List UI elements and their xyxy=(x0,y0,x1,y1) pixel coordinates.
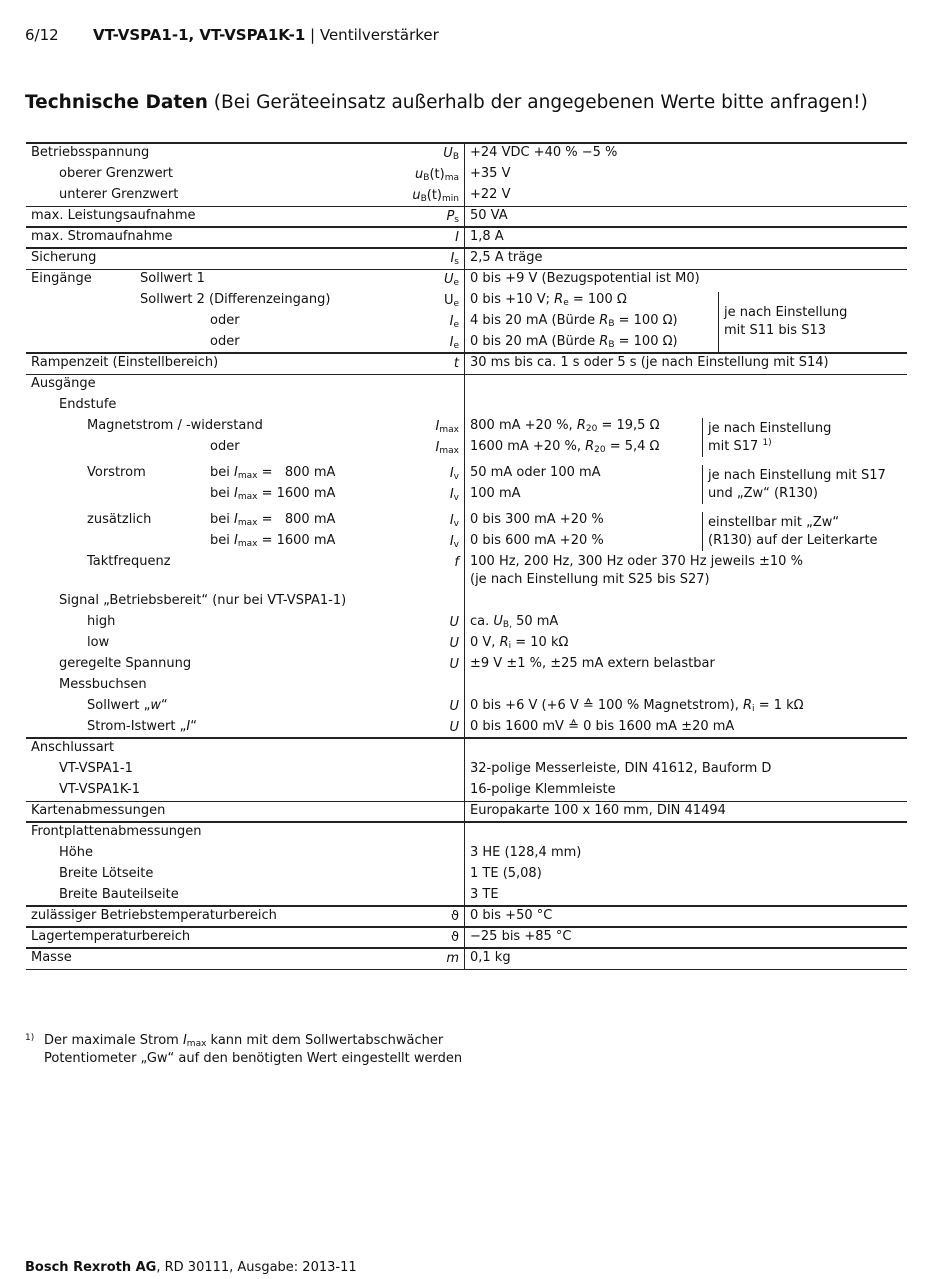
row-value: 0 bis +10 V; $R_e = 100$ Ω xyxy=(470,292,627,308)
row-symbol: $U_e$ xyxy=(443,293,459,309)
note-bracket xyxy=(702,512,703,551)
row-symbol: U xyxy=(449,699,459,714)
page-number: 6/12 xyxy=(25,26,59,44)
row-label: Taktfrequenz xyxy=(87,554,171,569)
row-label: Breite Lötseite xyxy=(59,866,154,881)
note-bracket xyxy=(718,292,719,352)
row-value: 4 bis 20 mA (Bürde $R_B = 100$ Ω) xyxy=(470,313,678,329)
row-value: 50 mA oder 100 mA xyxy=(470,465,601,480)
table-rule xyxy=(26,247,907,249)
column-divider xyxy=(464,143,465,969)
table-rule xyxy=(26,821,907,823)
row-symbol: ϑ xyxy=(450,909,459,924)
side-note-continued: (R130) auf der Leiterkarte xyxy=(708,532,878,548)
row-label: Anschlussart xyxy=(31,740,115,755)
side-note-continued: mit S17 $^{1)}$ xyxy=(708,437,772,454)
note-bracket xyxy=(702,418,703,457)
row-value: Europakarte 100 x 160 mm, DIN 41494 xyxy=(470,803,726,818)
row-value: 0 bis +6 V (+6 V ≙ 100 % Magnetstrom), $R_i = 1$ kΩ xyxy=(470,698,804,714)
row-label: Frontplattenabmessungen xyxy=(31,824,202,839)
product-name: VT-VSPA1-1, VT-VSPA1K-1 xyxy=(93,26,306,44)
row-symbol: $I_{max}$ xyxy=(435,419,459,435)
row-symbol: $I_v$ xyxy=(449,534,459,550)
table-rule xyxy=(26,801,907,802)
table-rule xyxy=(26,374,907,375)
row-symbol: $P_s$ xyxy=(446,209,459,225)
row-symbol: $I_e$ xyxy=(449,335,459,351)
section-title xyxy=(25,92,868,113)
row-value: 1 TE (5,08) xyxy=(470,866,542,881)
row-value: 800 mA +20 %, $R_{20} = 19,5$ Ω xyxy=(470,418,660,434)
row-label: Strom-Istwert „I“ xyxy=(87,719,197,734)
row-value: 50 VA xyxy=(470,208,508,223)
row-label: unterer Grenzwert xyxy=(59,187,179,202)
row-value: 1600 mA +20 %, $R_{20} = 5,4$ Ω xyxy=(470,439,660,455)
row-value: +24 VDC +40 % −5 % xyxy=(470,145,618,160)
footer-company: Bosch Rexroth AG xyxy=(25,1260,157,1275)
row-symbol: $I_s$ xyxy=(450,251,459,267)
row-symbol: $u_B(t)_{min}$ xyxy=(412,188,459,204)
section-title-note: (Bei Geräteeinsatz außerhalb der angegebenen Werte bitte anfragen!) xyxy=(207,92,868,113)
row-symbol: U xyxy=(449,720,459,735)
row-label: oder xyxy=(210,439,240,454)
side-note: je nach Einstellung mit S17 xyxy=(708,467,886,483)
row-label: oder xyxy=(210,313,240,328)
row-symbol: U xyxy=(449,636,459,651)
side-note: einstellbar mit „Zw“ xyxy=(708,514,840,530)
header-separator: | xyxy=(305,26,320,44)
table-rule xyxy=(26,142,907,144)
table-rule xyxy=(26,737,907,739)
row-label: max. Stromaufnahme xyxy=(31,229,173,244)
row-label: Signal „Betriebsbereit“ (nur bei VT-VSPA1-1) xyxy=(59,593,347,608)
row-label: Rampenzeit (Einstellbereich) xyxy=(31,355,219,370)
row-label: Kartenabmessungen xyxy=(31,803,166,818)
row-label: high xyxy=(87,614,116,629)
row-label: Betriebsspannung xyxy=(31,145,150,160)
technical-data-table xyxy=(26,143,907,969)
row-label: Sollwert 1 xyxy=(140,271,205,286)
row-label: Sicherung xyxy=(31,250,97,265)
table-rule-bottom xyxy=(26,969,907,970)
row-value: 30 ms bis ca. 1 s oder 5 s (je nach Einstellung mit S14) xyxy=(470,355,829,370)
row-symbol: U xyxy=(449,615,459,630)
header-subtitle: Ventilverstärker xyxy=(319,26,439,44)
row-label: Eingänge xyxy=(31,271,92,286)
row-label: Lagertemperaturbereich xyxy=(31,929,191,944)
row-symbol: $I_v$ xyxy=(449,466,459,482)
table-rule xyxy=(26,905,907,907)
row-value: 0 bis 1600 mV ≙ 0 bis 1600 mA ±20 mA xyxy=(470,719,735,734)
row-label: VT-VSPA1K-1 xyxy=(59,782,141,797)
footnote-marker: 1) xyxy=(25,1033,35,1043)
row-label: Messbuchsen xyxy=(59,677,147,692)
page-footer xyxy=(25,1260,357,1275)
row-label: Breite Bauteilseite xyxy=(59,887,179,902)
row-value: ca. $U_{B,}$ 50 mA xyxy=(470,614,559,630)
row-value: 16-polige Klemmleiste xyxy=(470,782,616,797)
row-value: ±9 V ±1 %, ±25 mA extern belastbar xyxy=(470,656,715,671)
table-rule xyxy=(26,269,907,270)
footnote-line-1: Der maximale Strom $I_{max}$ kann mit dem Sollwertabschwächer xyxy=(44,1033,444,1049)
row-value: 0 bis +50 °C xyxy=(470,908,553,923)
side-note-continued: mit S11 bis S13 xyxy=(724,323,826,338)
row-symbol: ϑ xyxy=(450,930,459,945)
row-label: Sollwert „w“ xyxy=(87,698,168,713)
table-rule xyxy=(26,947,907,949)
row-value: 3 TE xyxy=(470,887,499,902)
note-bracket xyxy=(702,465,703,504)
row-label: bei $I_{max} = 1600$ mA xyxy=(210,533,336,549)
row-label: bei $I_{max} = 800$ mA xyxy=(210,465,336,481)
row-value: 100 mA xyxy=(470,486,521,501)
row-value: 100 Hz, 200 Hz, 300 Hz oder 370 Hz jeweils ±10 % xyxy=(470,554,803,569)
row-value: +35 V xyxy=(470,166,511,181)
row-value: 0 bis 300 mA +20 % xyxy=(470,512,604,527)
row-label: bei $I_{max} = 1600$ mA xyxy=(210,486,336,502)
row-value: 2,5 A träge xyxy=(470,250,543,265)
row-value: 3 HE (128,4 mm) xyxy=(470,845,582,860)
row-value: 0 V, $R_i = 10$ kΩ xyxy=(470,635,569,651)
row-symbol: $I_{max}$ xyxy=(435,440,459,456)
row-label: Höhe xyxy=(59,845,93,860)
row-label: Sollwert 2 (Differenzeingang) xyxy=(140,292,331,307)
table-rule xyxy=(26,352,907,354)
row-label: bei $I_{max} = 800$ mA xyxy=(210,512,336,528)
row-label: Masse xyxy=(31,950,72,965)
row-value: 0 bis 600 mA +20 % xyxy=(470,533,604,548)
row-label: oder xyxy=(210,334,240,349)
section-title-bold: Technische Daten xyxy=(25,92,208,113)
row-value-continued: (je nach Einstellung mit S25 bis S27) xyxy=(470,572,710,587)
row-label: Endstufe xyxy=(59,397,117,412)
row-symbol: f xyxy=(454,555,459,570)
row-label: oberer Grenzwert xyxy=(59,166,174,181)
row-value: 0 bis +9 V (Bezugspotential ist M0) xyxy=(470,271,700,286)
footnote-line-2: Potentiometer „Gw“ auf den benötigten Wert eingestellt werden xyxy=(44,1051,463,1066)
row-value: −25 bis +85 °C xyxy=(470,929,572,944)
row-symbol: $I_e$ xyxy=(449,314,459,330)
row-value: +22 V xyxy=(470,187,511,202)
table-rule xyxy=(26,206,907,207)
row-symbol: $U_e$ xyxy=(443,272,459,288)
row-label: Vorstrom xyxy=(87,465,146,480)
side-note-continued: und „Zw“ (R130) xyxy=(708,485,818,501)
row-symbol: $U_B$ xyxy=(443,146,459,162)
row-value: 0,1 kg xyxy=(470,950,511,965)
row-symbol: U xyxy=(449,657,459,672)
row-label: zusätzlich xyxy=(87,512,152,527)
table-rule xyxy=(26,926,907,928)
row-label: max. Leistungsaufnahme xyxy=(31,208,196,223)
row-symbol: t xyxy=(453,356,459,371)
row-label: VT-VSPA1-1 xyxy=(59,761,133,776)
side-note: je nach Einstellung xyxy=(724,305,848,320)
row-symbol: $I_v$ xyxy=(449,513,459,529)
row-label: geregelte Spannung xyxy=(59,656,192,671)
row-label: Magnetstrom / -widerstand xyxy=(87,418,263,433)
row-label: zulässiger Betriebstemperaturbereich xyxy=(31,908,277,923)
row-symbol: m xyxy=(446,951,459,966)
table-rule xyxy=(26,226,907,228)
row-label: Ausgänge xyxy=(31,376,96,391)
row-value: 0 bis 20 mA (Bürde $R_B = 100$ Ω) xyxy=(470,334,678,350)
side-note: je nach Einstellung xyxy=(708,420,832,436)
row-value: 1,8 A xyxy=(470,229,504,244)
page-header xyxy=(25,26,439,44)
row-symbol: $I_v$ xyxy=(449,487,459,503)
row-symbol: I xyxy=(455,230,459,245)
row-symbol: $u_B(t)_{ma}$ xyxy=(415,167,459,183)
row-value: 32-polige Messerleiste, DIN 41612, Bauform D xyxy=(470,761,772,776)
row-label: low xyxy=(87,635,110,650)
footer-document-info: , RD 30111, Ausgabe: 2013-11 xyxy=(156,1260,357,1275)
